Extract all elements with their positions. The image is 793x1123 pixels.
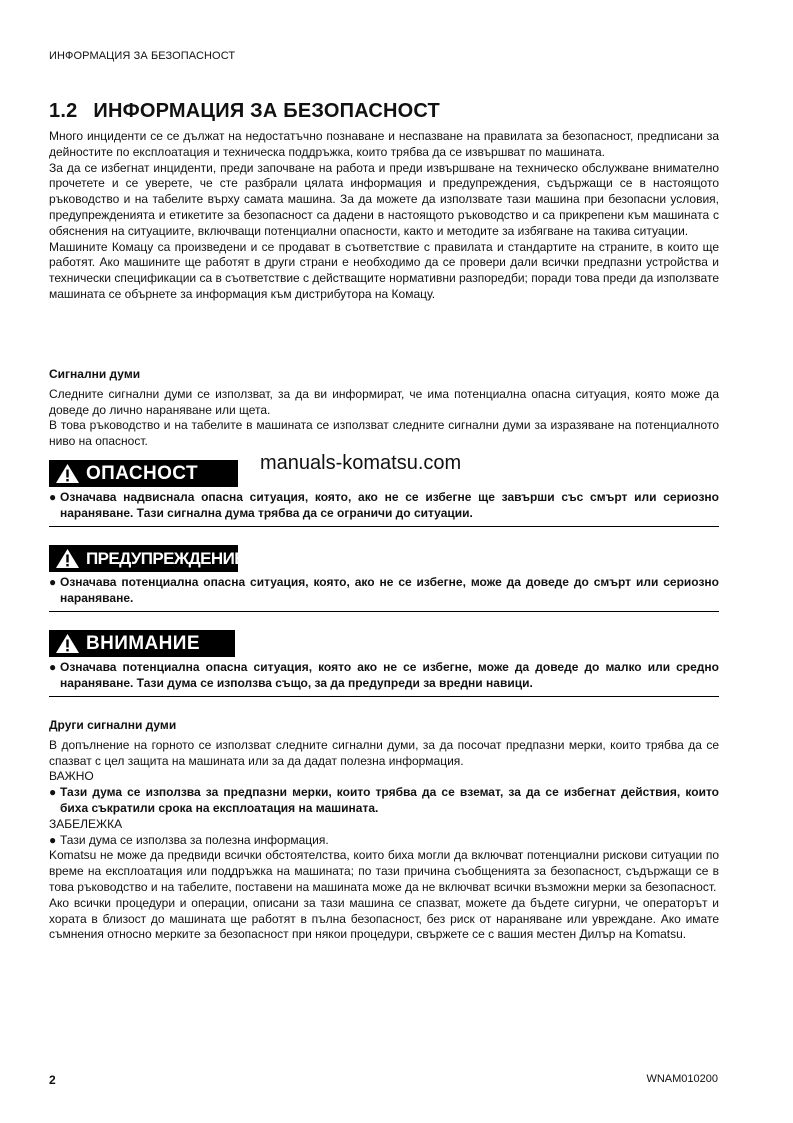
intro-paragraph: Машините Комацу са произведени и се продават в съответствие с правилата и стандартите на страните, в които ще работят. Ако машините ще работят в други страни е необходимо да се провери дали всички предпазни устройства и технически спецификации са в съответствие с действащите нормативни разпоредби; поради това преди да използвате машината се обърнете за информация към дистрибутора на Комацу.: [49, 239, 719, 301]
signal-words-paragraph: В това ръководство и на табелите в машината се използват следните сигнални думи за изразяване на потенциалното ниво на опасност.: [49, 418, 719, 449]
closing-paragraph: Komatsu не може да предвиди всички обстоятелства, които биха могли да включват потенциални рискови ситуации по време на експлоатация или поддръжка на машината; по тази причина съобщенията за безопасност, съдържащи се в това ръководство и на табелите, поставени на машината може да не включват всички възможни мерки за безопасност.: [49, 848, 719, 894]
note-text: Тази дума се използва за полезна информация.: [60, 832, 329, 847]
warning-triangle-icon: [55, 463, 80, 484]
bullet-icon: ●: [49, 575, 57, 589]
running-header: ИНФОРМАЦИЯ ЗА БЕЗОПАСНОСТ: [49, 50, 236, 62]
page-number: 2: [49, 1073, 56, 1087]
warning-triangle-icon: [55, 548, 80, 569]
caution-description: [49, 659, 719, 691]
warning-triangle-icon: [55, 633, 80, 654]
divider-line: [49, 611, 719, 612]
intro-paragraph: За да се избегнат инциденти, преди започване на работа и преди извършване на техническо обслужване внимателно прочетете и се уверете, че сте разбрали цялата информация и предупреждения, съдържащи се в настоящото ръководство и на табелите върху самата машина. За да можете да използвате тази машина при безопасни условия, предупрежденията и етикетите за безопасност са дадени в настоящото ръководство и са прикрепени към машината с обяснения на ситуациите, включващи потенциални опасности, както и методите за избягване на такива ситуации.: [49, 160, 719, 238]
danger-text: Означава надвиснала опасна ситуация, която, ако не се избегне ще завърши със смърт или сериозно нараняване. Тази сигнална дума трябва да се ограничи до ситуации.: [60, 490, 719, 520]
warning-word: ПРЕДУПРЕЖДЕНИЕ: [86, 548, 245, 568]
bullet-icon: ●: [49, 490, 57, 504]
watermark-url: manuals-komatsu.com: [260, 452, 462, 474]
bullet-icon: ●: [49, 785, 57, 800]
warning-text: Означава потенциална опасна ситуация, която, ако не се избегне, може да доведе до смърт или сериозно нараняване.: [60, 575, 719, 605]
closing-paragraph: Ако всички процедури и операции, описани за тази машина се спазват, можете да бъдете сигурни, че операторът и хората в близост до машината ще работят в пълна безопасност, без риск от нараняване или увреждане. Ако имате съмнения относно мерките за безопасност при някои процедури, свържете се с вашия местен Дилър на Komatsu.: [49, 895, 719, 942]
document-code: WNAM010200: [646, 1073, 718, 1085]
signal-words-heading: Сигнални думи: [49, 367, 141, 381]
section-title-text: ИНФОРМАЦИЯ ЗА БЕЗОПАСНОСТ: [93, 100, 440, 122]
important-label: ВАЖНО: [49, 769, 94, 784]
intro-paragraph: Много инциденти се се дължат на недостатъчно познаване и неспазване на правилата за безопасност, предписани за дейностите по експлоатация и техническа поддръжка, които трябва да се извършват по машината.: [49, 129, 719, 159]
divider-line: [49, 696, 719, 697]
bullet-icon: ●: [49, 660, 57, 674]
important-item: [49, 785, 719, 817]
bullet-icon: ●: [49, 832, 57, 847]
other-signal-words-heading: Други сигнални думи: [49, 718, 177, 732]
important-text: Тази дума се използва за предпазни мерки, които трябва да се вземат, за да се избегнат действия, които биха съкратили срока на експлоатация на машината.: [60, 785, 719, 815]
danger-sign: [49, 460, 238, 487]
caution-text: Означава потенциална опасна ситуация, която ако не се избегне, може да доведе до малко или средно нараняване. Тази дума се използва също, за да предупреди за вредни навици.: [60, 660, 719, 690]
caution-word: ВНИМАНИЕ: [86, 632, 200, 654]
other-signal-words-paragraph: В допълнение на горното се използват следните сигнални думи, за да посочат предпазни мерки, които трябва да се спазват с цел защита на машината или за да дадат полезна информация.: [49, 737, 719, 768]
caution-sign: [49, 630, 235, 657]
note-label: ЗАБЕЛЕЖКА: [49, 816, 123, 831]
divider-line: [49, 526, 719, 527]
warning-description: [49, 574, 719, 606]
intro-block: [49, 129, 719, 303]
section-number: 1.2: [49, 100, 78, 122]
danger-description: [49, 489, 719, 521]
other-signal-words-block: [49, 718, 719, 943]
note-item: [49, 833, 719, 849]
danger-word: ОПАСНОСТ: [86, 462, 198, 484]
signal-words-paragraph: Следните сигнални думи се използват, за да ви информират, че има потенциална опасна ситуация, която може да доведе до лично нараняване или щета.: [49, 386, 719, 417]
signal-words-block: [49, 367, 719, 450]
section-title: [49, 100, 440, 123]
warning-sign: [49, 545, 245, 572]
